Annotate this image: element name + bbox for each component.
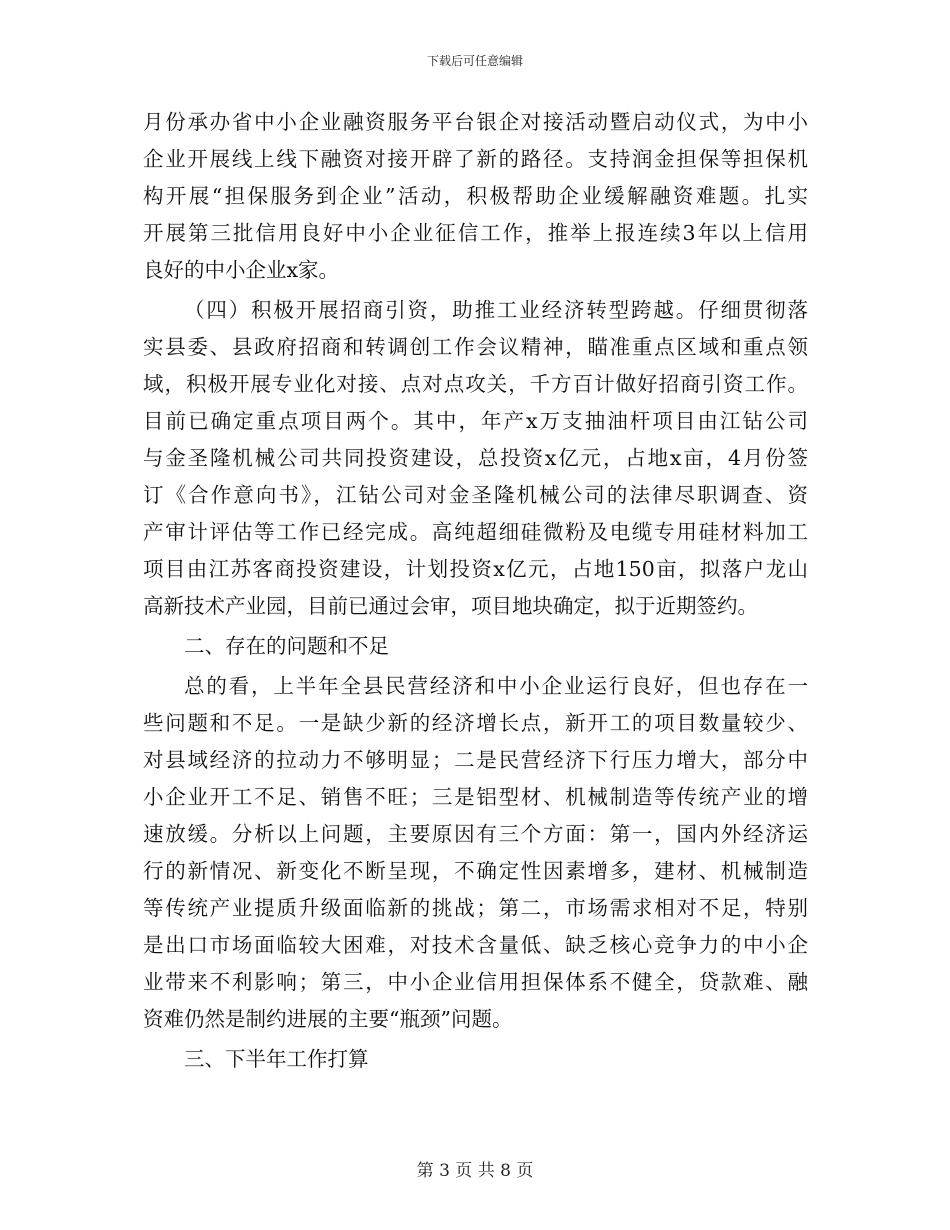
text-line: 开展第三批信用良好中小企业征信工作，推举上报连续3年以上信用 (143, 221, 808, 245)
text-line: 些问题和不足。一是缺少新的经济增长点，新开工的项目数量较少、 (143, 711, 808, 735)
text-line: 月份承办省中小企业融资服务平台银企对接活动暨启动仪式，为中小 (143, 110, 808, 134)
section-heading (143, 1041, 808, 1078)
paragraph (143, 292, 808, 625)
paragraph (143, 668, 808, 1038)
text-line: 企业开展线上线下融资对接开辟了新的路径。支持润金担保等担保机 (143, 147, 808, 171)
text-line: 三、下半年工作打算 (184, 1047, 369, 1071)
text-line: 行的新情况、新变化不断呈现，不确定性因素增多，建材、机械制造 (143, 859, 808, 883)
text-line: 目前已确定重点项目两个。其中，年产x万支抽油杆项目由江钻公司 (143, 409, 808, 433)
text-line: 总的看，上半年全县民营经济和中小企业运行良好，但也存在一 (184, 674, 808, 698)
text-line: 项目由江苏客商投资建设，计划投资x亿元，占地150亩，拟落户龙山 (143, 557, 808, 581)
text-line: 小企业开工不足、销售不旺；三是铝型材、机械制造等传统产业的增 (143, 785, 808, 809)
text-line: 域，积极开展专业化对接、点对点攻关，千方百计做好招商引资工作。 (143, 372, 808, 396)
text-line: 构开展“担保服务到企业”活动，积极帮助企业缓解融资难题。扎实 (143, 184, 808, 208)
text-line: 速放缓。分析以上问题，主要原因有三个方面：第一，国内外经济运 (143, 822, 808, 846)
page-header: 下载后可任意编辑 (426, 54, 523, 68)
document-body (143, 104, 808, 1078)
text-line: 良好的中小企业x家。 (143, 258, 340, 282)
paragraph (143, 104, 808, 289)
text-line: 与金圣隆机械公司共同投资建设，总投资x亿元，占地x亩，4月份签 (143, 446, 808, 470)
text-line: 业带来不利影响；第三，中小企业信用担保体系不健全，贷款难、融 (143, 970, 808, 994)
text-line: 等传统产业提质升级面临新的挑战；第二，市场需求相对不足，特别 (143, 896, 808, 920)
text-line: 对县域经济的拉动力不够明显；二是民营经济下行压力增大，部分中 (143, 748, 808, 772)
text-line: 资难仍然是制约进展的主要“瓶颈”问题。 (143, 1007, 513, 1031)
text-line: 产审计评估等工作已经完成。高纯超细硅微粉及电缆专用硅材料加工 (143, 520, 808, 544)
text-line: 是出口市场面临较大困难，对技术含量低、缺乏核心竞争力的中小企 (143, 933, 808, 957)
page-number: 第 3 页 共 8 页 (416, 1161, 534, 1181)
text-line: （四）积极开展招商引资，助推工业经济转型跨越。仔细贯彻落 (184, 298, 808, 322)
text-line: 实县委、县政府招商和转调创工作会议精神，瞄准重点区域和重点领 (143, 335, 808, 359)
text-line: 二、存在的问题和不足 (184, 634, 389, 658)
text-line: 订《合作意向书》，江钻公司对金圣隆机械公司的法律尽职调查、资 (143, 483, 808, 507)
text-line: 高新技术产业园，目前已通过会审，项目地块确定，拟于近期签约。 (143, 594, 758, 618)
section-heading (143, 628, 808, 665)
